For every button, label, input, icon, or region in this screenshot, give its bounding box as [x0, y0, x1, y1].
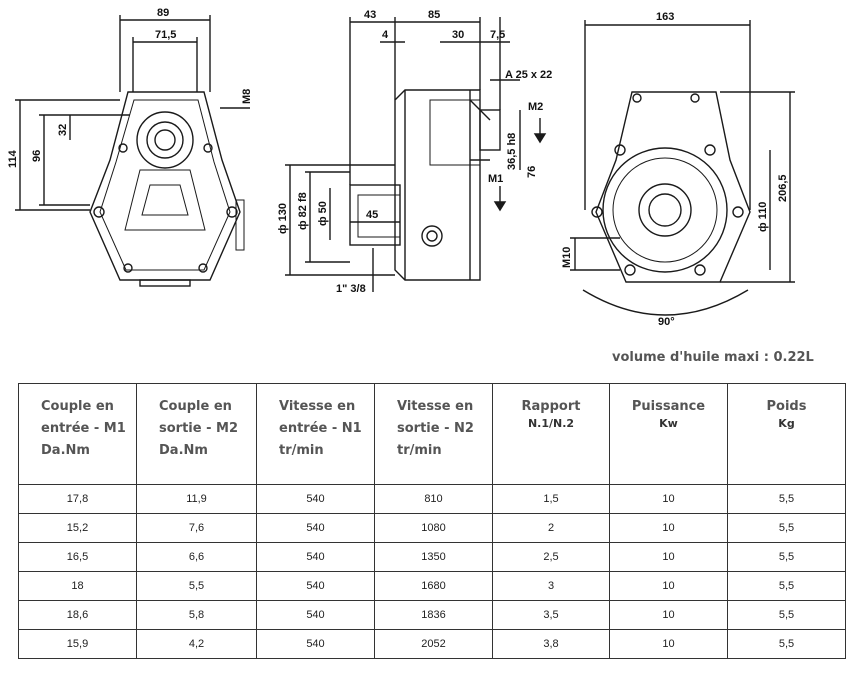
table-cell: 5,5 — [728, 601, 846, 630]
table-header-row — [19, 384, 846, 485]
header-text: Rapport — [521, 399, 581, 414]
table-cell: 5,5 — [728, 572, 846, 601]
dim-4: 4 — [382, 29, 389, 41]
table-cell: 10 — [610, 630, 728, 659]
dim-32: 32 — [57, 123, 69, 136]
dim-206-5: 206,5 — [777, 174, 789, 202]
header-unit: N.1/N.2 — [527, 417, 575, 430]
header-unit: tr/min — [397, 443, 442, 458]
header-unit: tr/min — [279, 443, 324, 458]
dim-spline: A 25 x 22 — [505, 69, 553, 81]
table-cell: 5,5 — [728, 485, 846, 514]
dim-d50: ф 50 — [317, 201, 329, 226]
table-cell: 1,5 — [493, 485, 610, 514]
table-cell: 2 — [493, 514, 610, 543]
table-cell: 6,6 — [137, 543, 257, 572]
dim-d110: ф 110 — [757, 201, 769, 232]
table-cell: 10 — [610, 514, 728, 543]
header-unit: Kw — [659, 417, 678, 430]
header-power — [610, 384, 728, 485]
table-cell: 2,5 — [493, 543, 610, 572]
table-cell: 540 — [257, 630, 375, 659]
table-cell: 1836 — [375, 601, 493, 630]
table-cell: 10 — [610, 485, 728, 514]
table-row — [19, 572, 846, 601]
table-cell: 5,5 — [137, 572, 257, 601]
table-cell: 15,2 — [19, 514, 137, 543]
label-m1: M1 — [488, 173, 504, 185]
table-cell: 10 — [610, 601, 728, 630]
header-unit: Kg — [778, 417, 795, 430]
table-cell: 5,8 — [137, 601, 257, 630]
table-cell: 2052 — [375, 630, 493, 659]
table-cell: 10 — [610, 572, 728, 601]
header-text: Vitesse en — [279, 399, 356, 414]
header-weight — [728, 384, 846, 485]
table-cell: 17,8 — [19, 485, 137, 514]
header-input-speed — [257, 384, 375, 485]
dim-7-5: 7,5 — [490, 29, 506, 41]
dim-d130: ф 130 — [277, 202, 289, 234]
dim-76: 76 — [526, 165, 538, 178]
table-cell: 1080 — [375, 514, 493, 543]
table-cell: 540 — [257, 514, 375, 543]
table-cell: 4,2 — [137, 630, 257, 659]
table-cell: 810 — [375, 485, 493, 514]
header-text: entrée - M1 — [41, 421, 126, 436]
header-unit: Da.Nm — [41, 443, 90, 458]
table-row — [19, 543, 846, 572]
table-cell: 11,9 — [137, 485, 257, 514]
header-ratio — [493, 384, 610, 485]
table-cell: 540 — [257, 485, 375, 514]
header-text: sortie - N2 — [397, 421, 474, 436]
dim-43: 43 — [364, 9, 377, 21]
dim-114: 114 — [7, 150, 19, 168]
dim-30: 30 — [452, 29, 465, 41]
dim-thread: 1" 3/8 — [336, 283, 366, 295]
header-text: Poids — [766, 399, 807, 414]
header-text: Couple en — [159, 399, 232, 414]
dim-36-5-h8: 36,5 h8 — [506, 132, 518, 170]
table-row — [19, 514, 846, 543]
header-text: Couple en — [41, 399, 114, 414]
header-text: Vitesse en — [397, 399, 474, 414]
dim-m8: M8 — [241, 88, 253, 104]
table-cell: 540 — [257, 572, 375, 601]
table-cell: 3,8 — [493, 630, 610, 659]
table-row — [19, 630, 846, 659]
table-cell: 15,9 — [19, 630, 137, 659]
table-row — [19, 601, 846, 630]
oil-volume-note: volume d'huile maxi : 0.22L — [612, 350, 814, 365]
table-cell: 540 — [257, 543, 375, 572]
table-cell: 5,5 — [728, 630, 846, 659]
table-cell: 18 — [19, 572, 137, 601]
header-text: sortie - M2 — [159, 421, 238, 436]
table-cell: 5,5 — [728, 543, 846, 572]
dim-96: 96 — [31, 149, 43, 162]
dim-85: 85 — [428, 9, 441, 21]
dim-163: 163 — [656, 11, 675, 23]
header-text: entrée - N1 — [279, 421, 362, 436]
header-text: Puissance — [631, 399, 706, 414]
dim-89: 89 — [157, 7, 170, 19]
table-cell: 540 — [257, 601, 375, 630]
table-cell: 16,5 — [19, 543, 137, 572]
header-input-torque — [19, 384, 137, 485]
dim-45: 45 — [366, 209, 379, 221]
table-row — [19, 485, 846, 514]
header-output-torque — [137, 384, 257, 485]
table-cell: 5,5 — [728, 514, 846, 543]
table-cell: 10 — [610, 543, 728, 572]
dim-d82-f8: ф 82 f8 — [297, 192, 309, 230]
dim-m10: M10 — [561, 246, 573, 268]
dim-71-5: 71,5 — [155, 29, 177, 41]
label-m2: M2 — [528, 101, 544, 113]
table-cell: 3 — [493, 572, 610, 601]
header-unit: Da.Nm — [159, 443, 208, 458]
table-cell: 7,6 — [137, 514, 257, 543]
table-cell: 18,6 — [19, 601, 137, 630]
table-cell: 3,5 — [493, 601, 610, 630]
dim-90-deg: 90° — [658, 316, 675, 328]
header-output-speed — [375, 384, 493, 485]
table-cell: 1680 — [375, 572, 493, 601]
table-cell: 1350 — [375, 543, 493, 572]
specs-table — [18, 383, 846, 659]
